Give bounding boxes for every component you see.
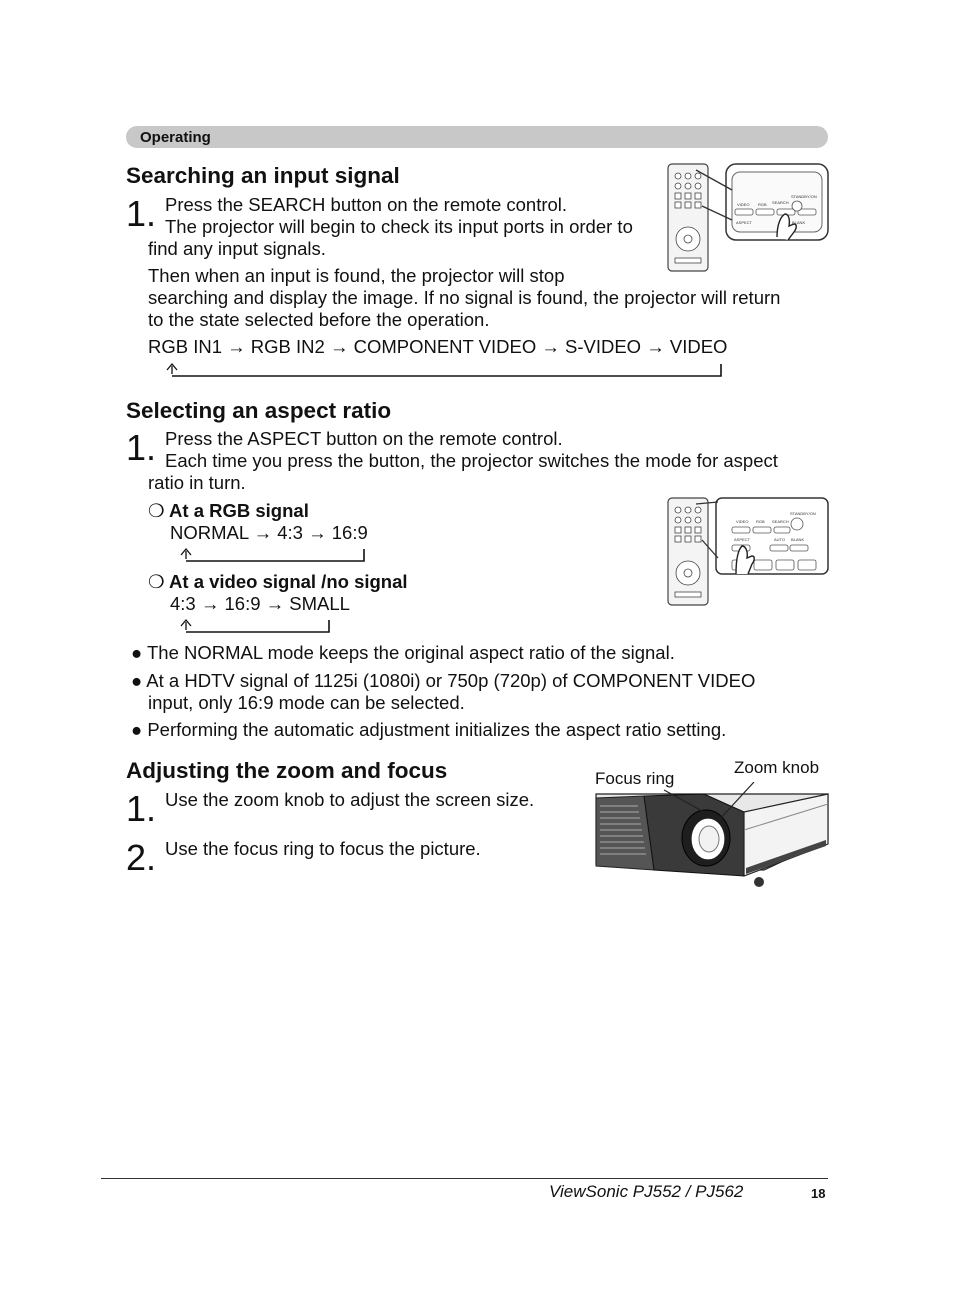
aspect-line1: Press the ASPECT button on the remote control. [165, 428, 563, 449]
aspect-step-number: 1. [126, 427, 157, 468]
projector-illustration [594, 782, 830, 890]
remote1-blank-label: BLANK [792, 220, 806, 225]
remote1-video-label: VIDEO [737, 202, 750, 207]
remote2-auto-label: AUTO [774, 537, 786, 542]
aspect-note2b: input, only 16:9 mode can be selected. [148, 692, 465, 713]
search-line1: Press the SEARCH button on the remote control. [165, 194, 568, 215]
aspect-video-sequence: 4:3 → 16:9 → SMALL [170, 593, 350, 614]
remote2-search-label: SEARCH [772, 519, 789, 524]
aspect-line3: ratio in turn. [148, 472, 246, 493]
remote2-rgb-label: RGB [756, 519, 765, 524]
footer-model: ViewSonic PJ552 / PJ562 [549, 1182, 744, 1201]
remote1-standby-label: STANDBY/ON [791, 194, 817, 199]
search-line3: find any input signals. [148, 238, 326, 259]
remote2-video-label: VIDEO [736, 519, 749, 524]
zoom-heading: Adjusting the zoom and focus [126, 758, 448, 783]
remote1-search-label: SEARCH [772, 200, 789, 205]
search-heading: Searching an input signal [126, 163, 400, 188]
search-loop-arrow [160, 360, 730, 380]
search-line5: searching and display the image. If no signal is found, the projector will return [148, 287, 781, 308]
section-label: Operating [140, 129, 211, 146]
remote2-standby-label: STANDBY/ON [790, 511, 816, 516]
remote1-aspect-label: ASPECT [736, 220, 753, 225]
aspect-heading: Selecting an aspect ratio [126, 398, 392, 423]
search-line6: to the state selected before the operation. [148, 309, 490, 330]
aspect-rgb-title: ❍ At a RGB signal [148, 500, 309, 521]
zoom-knob-label: Zoom knob [734, 758, 820, 777]
zoom-step1-number: 1. [126, 788, 157, 829]
zoom-step2: Use the focus ring to focus the picture. [165, 838, 481, 859]
focus-ring-label: Focus ring [595, 769, 675, 788]
remote2-aspect-label: ASPECT [734, 537, 751, 542]
search-step-number: 1. [126, 193, 157, 234]
aspect-video-title: ❍ At a video signal /no signal [148, 571, 408, 592]
aspect-note2a: ● At a HDTV signal of 1125i (1080i) or 750p (720p) of COMPONENT VIDEO [131, 670, 756, 691]
search-line4: Then when an input is found, the projector will stop [148, 265, 565, 286]
zoom-step2-number: 2. [126, 837, 157, 878]
search-line2: The projector will begin to check its input ports in order to [165, 216, 633, 237]
aspect-note3: ● Performing the automatic adjustment initializes the aspect ratio setting. [131, 719, 727, 740]
video-loop-arrow [178, 616, 334, 636]
search-sequence: RGB IN1 → RGB IN2 → COMPONENT VIDEO → S-VIDEO → VIDEO [148, 336, 728, 357]
zoom-step1: Use the zoom knob to adjust the screen size. [165, 789, 535, 810]
rgb-loop-arrow [178, 545, 370, 565]
aspect-line2: Each time you press the button, the projector switches the mode for aspect [165, 450, 778, 471]
page-number: 18 [811, 1186, 826, 1201]
remote-search-illustration [666, 162, 830, 274]
remote1-rgb-label: RGB [758, 202, 767, 207]
remote-aspect-illustration [666, 496, 830, 608]
section-band [126, 126, 828, 148]
remote2-blank-label: BLANK [791, 537, 805, 542]
footer-rule [101, 1178, 828, 1179]
aspect-rgb-sequence: NORMAL → 4:3 → 16:9 [170, 522, 368, 543]
aspect-note1: ● The NORMAL mode keeps the original aspect ratio of the signal. [131, 642, 675, 663]
